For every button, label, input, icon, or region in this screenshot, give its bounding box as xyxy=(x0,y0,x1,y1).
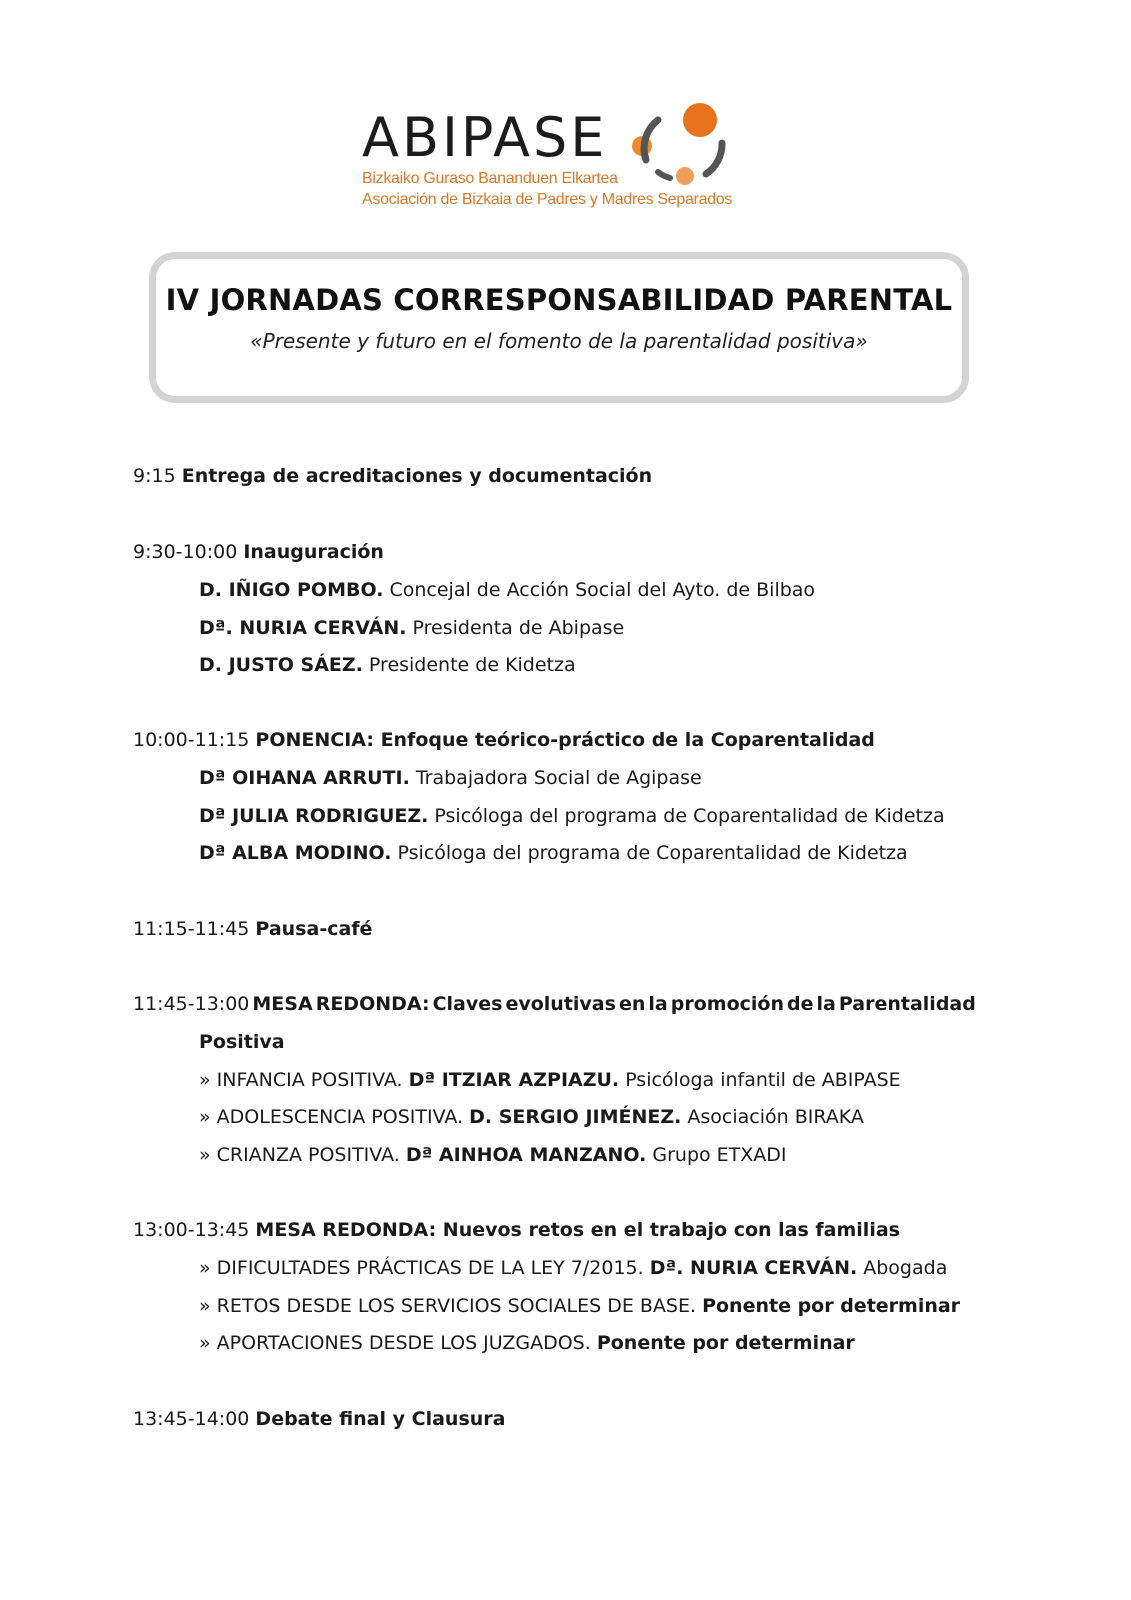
session-time: 9:30-10:00 xyxy=(133,541,238,563)
logo-name: ABIPASE xyxy=(362,106,608,169)
speaker-name: Dª ALBA MODINO. xyxy=(199,842,392,864)
speaker-name: Ponente por determinar xyxy=(596,1332,855,1354)
logo-subtitle-spanish: Asociación de Bizkaia de Padres y Madres Separados xyxy=(362,191,733,208)
speaker-name: D. JUSTO SÁEZ. xyxy=(199,654,363,676)
page-title: IV JORNADAS CORRESPONSABILIDAD PARENTAL xyxy=(165,283,953,317)
session-round-table-1 xyxy=(133,992,976,1016)
session-title: Inauguración xyxy=(243,541,384,563)
session-title: Debate final y Clausura xyxy=(255,1408,506,1430)
topic-row xyxy=(199,1068,901,1092)
speaker-role: Psicóloga del programa de Coparentalidad de Kidetza xyxy=(397,842,908,864)
speaker-name: Dª. NURIA CERVÁN. xyxy=(649,1257,858,1279)
session-round-table-2 xyxy=(133,1218,900,1242)
speaker-role: Trabajadora Social de Agipase xyxy=(415,767,702,789)
speaker-role: Concejal de Acción Social del Ayto. de Bilbao xyxy=(389,579,816,601)
session-time: 10:00-11:15 xyxy=(133,729,250,751)
speaker-row xyxy=(199,616,624,640)
speaker-role: Psicóloga infantil de ABIPASE xyxy=(625,1069,901,1091)
session-time: 13:00-13:45 xyxy=(133,1219,250,1241)
session-time: 11:45-13:00 xyxy=(133,993,250,1015)
speaker-row xyxy=(199,841,908,865)
speaker-name: Dª. NURIA CERVÁN. xyxy=(199,617,407,639)
session-closing xyxy=(133,1407,505,1431)
speaker-name: Dª OIHANA ARRUTI. xyxy=(199,767,410,789)
topic-row xyxy=(199,1143,787,1167)
speaker-name: Dª ITZIAR AZPIAZU. xyxy=(408,1069,620,1091)
session-time: 11:15-11:45 xyxy=(133,918,250,940)
speaker-role: Grupo ETXADI xyxy=(652,1144,787,1166)
speaker-name: Dª AINHOA MANZANO. xyxy=(405,1144,647,1166)
speaker-role: Abogada xyxy=(863,1257,948,1279)
speaker-row xyxy=(199,653,576,677)
speaker-role: Presidente de Kidetza xyxy=(368,654,576,676)
page-subtitle: «Presente y futuro en el fomento de la parentalidad positiva» xyxy=(250,329,868,353)
session-title: Entrega de acreditaciones y documentación xyxy=(181,465,653,487)
topic-row xyxy=(199,1294,960,1318)
speaker-name: Dª JULIA RODRIGUEZ. xyxy=(199,805,429,827)
topic-row xyxy=(199,1256,947,1280)
session-title-word: REDONDA: xyxy=(315,993,430,1015)
topic-label: » DIFICULTADES PRÁCTICAS DE LA LEY 7/2015. xyxy=(199,1257,644,1279)
session-title-word: Parentalidad xyxy=(838,993,976,1015)
logo-subtitle-basque: Bizkaiko Guraso Bananduen Elkartea xyxy=(362,170,618,187)
speaker-name: Ponente por determinar xyxy=(702,1295,961,1317)
topic-label: » CRIANZA POSITIVA. xyxy=(199,1144,400,1166)
session-title-word: la xyxy=(648,993,668,1015)
speaker-role: Asociación BIRAKA xyxy=(687,1106,864,1128)
topic-label: » ADOLESCENCIA POSITIVA. xyxy=(199,1106,464,1128)
session-title: Positiva xyxy=(199,1031,285,1053)
speaker-row xyxy=(199,766,702,790)
topic-label: » APORTACIONES DESDE LOS JUZGADOS. xyxy=(199,1332,591,1354)
topic-label: » RETOS DESDE LOS SERVICIOS SOCIALES DE BASE. xyxy=(199,1295,697,1317)
speaker-row xyxy=(199,804,945,828)
session-time: 9:15 xyxy=(133,465,176,487)
session-time: 13:45-14:00 xyxy=(133,1408,250,1430)
speaker-name: D. IÑIGO POMBO. xyxy=(199,579,384,601)
session-accreditation xyxy=(133,464,652,488)
session-title: MESA REDONDA: Nuevos retos en el trabajo con las familias xyxy=(255,1219,900,1241)
session-title-continuation xyxy=(199,1030,285,1054)
session-title-word: MESA xyxy=(252,993,313,1015)
session-inauguration xyxy=(133,540,384,564)
abipase-logo xyxy=(362,98,732,218)
title-box xyxy=(149,252,969,403)
topic-row xyxy=(199,1331,855,1355)
topic-label: » INFANCIA POSITIVA. xyxy=(199,1069,403,1091)
session-title: PONENCIA: Enfoque teórico-práctico de la Coparentalidad xyxy=(255,729,875,751)
session-title: Pausa-café xyxy=(255,918,373,940)
speaker-row xyxy=(199,578,815,602)
circles-logo-icon xyxy=(622,98,732,193)
session-title-word: de xyxy=(787,993,814,1015)
speaker-name: D. SERGIO JIMÉNEZ. xyxy=(469,1106,682,1128)
session-coffee-break xyxy=(133,917,372,941)
speaker-role: Presidenta de Abipase xyxy=(412,617,625,639)
session-ponencia xyxy=(133,728,875,752)
session-title-word: promoción xyxy=(670,993,784,1015)
topic-row xyxy=(199,1105,864,1129)
session-title-word: evolutivas xyxy=(505,993,616,1015)
session-title-word: la xyxy=(816,993,836,1015)
speaker-role: Psicóloga del programa de Coparentalidad de Kidetza xyxy=(434,805,945,827)
session-title-word: Claves xyxy=(432,993,503,1015)
session-title-word: en xyxy=(618,993,646,1015)
